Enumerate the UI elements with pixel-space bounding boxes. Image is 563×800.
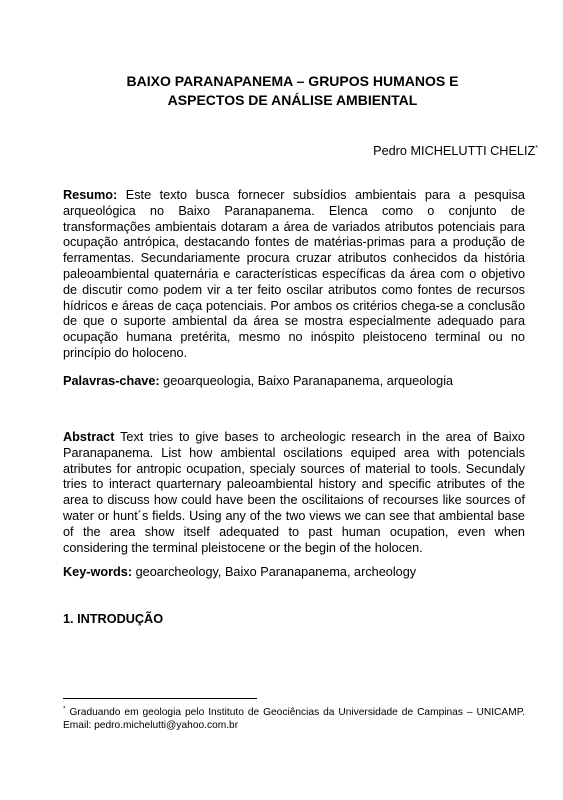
keywords-label: Key-words: — [63, 565, 133, 579]
author-footnote-mark: * — [535, 144, 538, 152]
palavras-chave-label: Palavras-chave: — [63, 374, 160, 388]
paper-title — [60, 72, 525, 110]
keywords-line — [63, 565, 416, 581]
resumo-label: Resumo: — [63, 188, 118, 202]
abstract-label: Abstract — [63, 430, 115, 444]
palavras-chave-line — [63, 374, 453, 390]
section-heading-introducao: 1. INTRODUÇÃO — [63, 612, 164, 626]
palavras-chave-text: geoarqueologia, Baixo Paranapanema, arqueologia — [159, 374, 454, 388]
footnote-divider — [63, 698, 257, 699]
abstract-text: Text tries to give bases to archeologic research in the area of Baixo Paranapanema. List how ambiental oscilations equiped area with potencials atributes for antropic ocupation, specialy sources of material to tools. Secundaly tries to interact quarternary paleoambiental history and specific atributes of the area to discuss how could have been the oscilitaions of recourses like sources of water or hunt´s fields. Using any of the two views we can see that ambiental base of the area show itself adequated to past human ocupation, even when considering the terminal pleistocene or the begin of the holocen. — [63, 430, 525, 555]
abstract-paragraph — [63, 430, 525, 556]
keywords-text: geoarcheology, Baixo Paranapanema, archeology — [132, 565, 417, 579]
footnote-mark: * — [63, 705, 66, 713]
title-line-1: BAIXO PARANAPANEMA – GRUPOS HUMANOS E — [126, 73, 459, 89]
resumo-text: Este texto busca fornecer subsídios ambientais para a pesquisa arqueológica no Baixo Paranapanema. Elenca como o conjunto de transformações ambientais dotaram a área de variados atributos potenciais para ocupação antrópica, destacando fontes de matérias-primas para a produção de ferramentas. Secundariamente procura cruzar atributos conhecidos da história paleoambiental quaternária e características específicas da área com o objetivo de discutir como podem vir a ter feito oscilar atributos como fontes de recursos hídricos e áreas de caça potenciais. Por ambos os critérios chega-se a conclusão de que o suporte ambiental da área se mostra especialmente adequado para ocupação humana pretérita, mesmo no inóspito pleistoceno terminal ou no princípio do holoceno. — [63, 188, 525, 360]
resumo-paragraph — [63, 188, 525, 362]
author-name-text: Pedro MICHELUTTI CHELIZ — [373, 144, 536, 158]
author-name — [373, 144, 538, 158]
title-line-2: ASPECTOS DE ANÁLISE AMBIENTAL — [167, 92, 418, 108]
footnote — [63, 706, 525, 732]
footnote-text: Graduando em geologia pelo Instituto de Geociências da Universidade de Campinas – UNICAMP. Email: pedro.michelutti@yahoo.com.br — [63, 707, 525, 731]
